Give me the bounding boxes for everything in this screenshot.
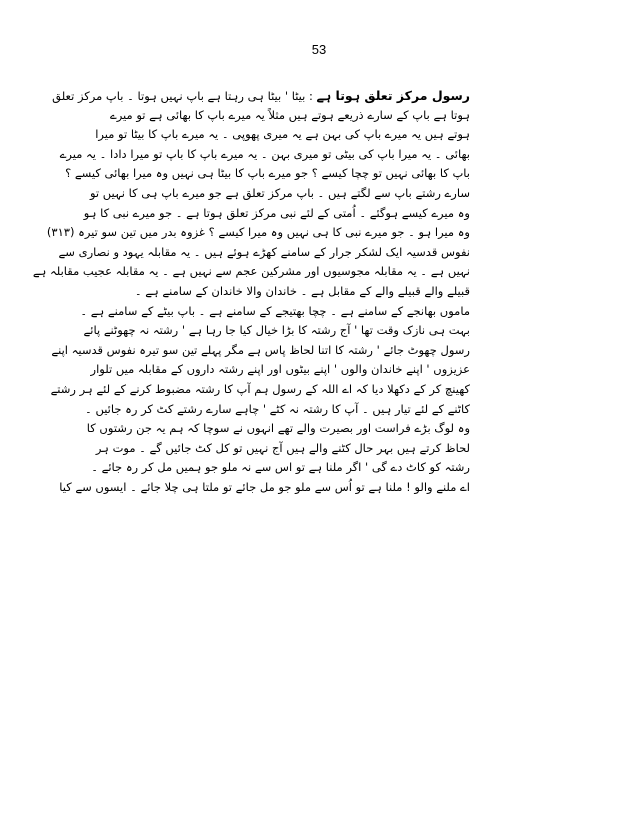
text-line-4: بھائی ۔ یہ میرا باپ کی بیٹی تو میری بہن ۔ یہ میرے باپ کا باپ تو میرا دادا ۔ یہ میرے [59,146,470,161]
text-line-11: قبیلے والے قبیلے والے کے مقابل ہے ۔ خاندان والا خاندان کے سامنے ہے ۔ [134,283,470,298]
text-line-12: ماموں بھانجے کے سامنے ہے ۔ چچا بھتیجے کے سامنے ہے ۔ باپ بیٹے کے سامنے ہے ۔ [80,303,470,318]
section-heading: رسول مرکز تعلق ہوتا ہے [316,88,470,103]
text-line-15: عزیزوں ' اپنے خاندان والوں ' اپنے بیٹوں اور اپنے رشتہ داروں کے مقابلہ میں تلوار [90,362,470,377]
text-line-14: رسول چھوٹ جائے ' رشتہ کا اتنا لحاظ پاس ہے مگر پہلے تین سو تیرہ نفوس قدسیہ اپنے [51,342,470,357]
text-line-21: اے ملنے والو ! ملنا ہے تو اُس سے ملو جو مل جائے تو ملتا ہی چلا جائے ۔ ایسوں سے کیا [59,479,470,494]
text-line-6: سارے رشتے باپ سے لگتے ہیں ۔ باپ مرکز تعلق ہے جو میرے باپ ہی کا نہیں تو [89,185,470,200]
text-line-9: نفوس قدسیہ ایک لشکر جرار کے سامنے کھڑے ہوئے ہیں ۔ یہ مقابلہ یہود و نصاری سے [58,244,470,259]
text-line-17: کاٹنے کے لئے تیار ہیں ۔ آپ کا رشتہ نہ کٹے ' چاہے سارے رشتے کٹ کر رہ جائیں ۔ [85,401,470,416]
text-line-10: نہیں ہے ۔ یہ مقابلہ مجوسیوں اور مشرکین عجم سے نہیں ہے ۔ یہ مقابلہ عجیب مقابلہ ہے [32,264,470,279]
text-line-1-rest: : بیٹا ' بیٹا ہی رہتا ہے باپ نہیں ہوتا ۔ باپ مرکز تعلق [52,89,313,103]
text-line-16: کھینچ کر کے دکھلا دیا کہ اے اللہ کے رسول ہم آپ کا رشتہ مضبوط کرنے کے لئے ہر رشتے [50,381,470,396]
text-line-2: ہوتا ہے باپ کے سارے ذریعے ہوتے ہیں مثلاً یہ میرے باپ کا بھائی ہے تو میرے [109,107,470,122]
text-line-13: بہت ہی نازک وقت تھا ' آج رشتہ کا بڑا خیال کیا جا رہا ہے ' رشتہ نہ چھوٹنے پائے [83,323,470,338]
text-line-5: باپ کا بھائی نہیں تو چچا کیسے ؟ جو میرے باپ کا بیٹا ہی نہیں وہ میرا بھائی کیسے ؟ [65,166,470,181]
text-line-3: ہوتے ہیں یہ میرے باپ کی بہن ہے یہ میری پھوپی ۔ یہ میرے باپ کا بیٹا تو میرا [95,127,470,142]
text-line-7: وہ میرے کیسے ہوگئے ۔ اُمتی کے لئے نبی مرکز تعلق ہوتا ہے ۔ جو میرے نبی کا ہو [83,205,470,220]
text-line-20: رشتہ کو کاٹ دے گی ' اگر ملنا ہے تو اس سے نہ ملو جو ہمیں مل کر رہ جائے ۔ [91,460,470,475]
page-number: 53 [311,42,327,57]
text-line-18: وہ لوگ بڑے فراست اور بصیرت والے تھے انہوں نے سوچا کہ ہم یہ جن رشتوں کا [86,421,470,436]
text-line-8: وہ میرا ہو ۔ جو میرے نبی کا ہی نہیں وہ میرا کیسے ؟ غزوہ بدر میں تین سو تیرہ (۳۱۳) [46,225,470,240]
text-line-19: لحاظ کرتے ہیں بہر حال کٹنے والے ہیں آج نہیں تو کل کٹ جائیں گے ۔ موت ہر [95,440,470,455]
urdu-text-block [32,86,470,497]
text-line-1 [52,86,470,106]
